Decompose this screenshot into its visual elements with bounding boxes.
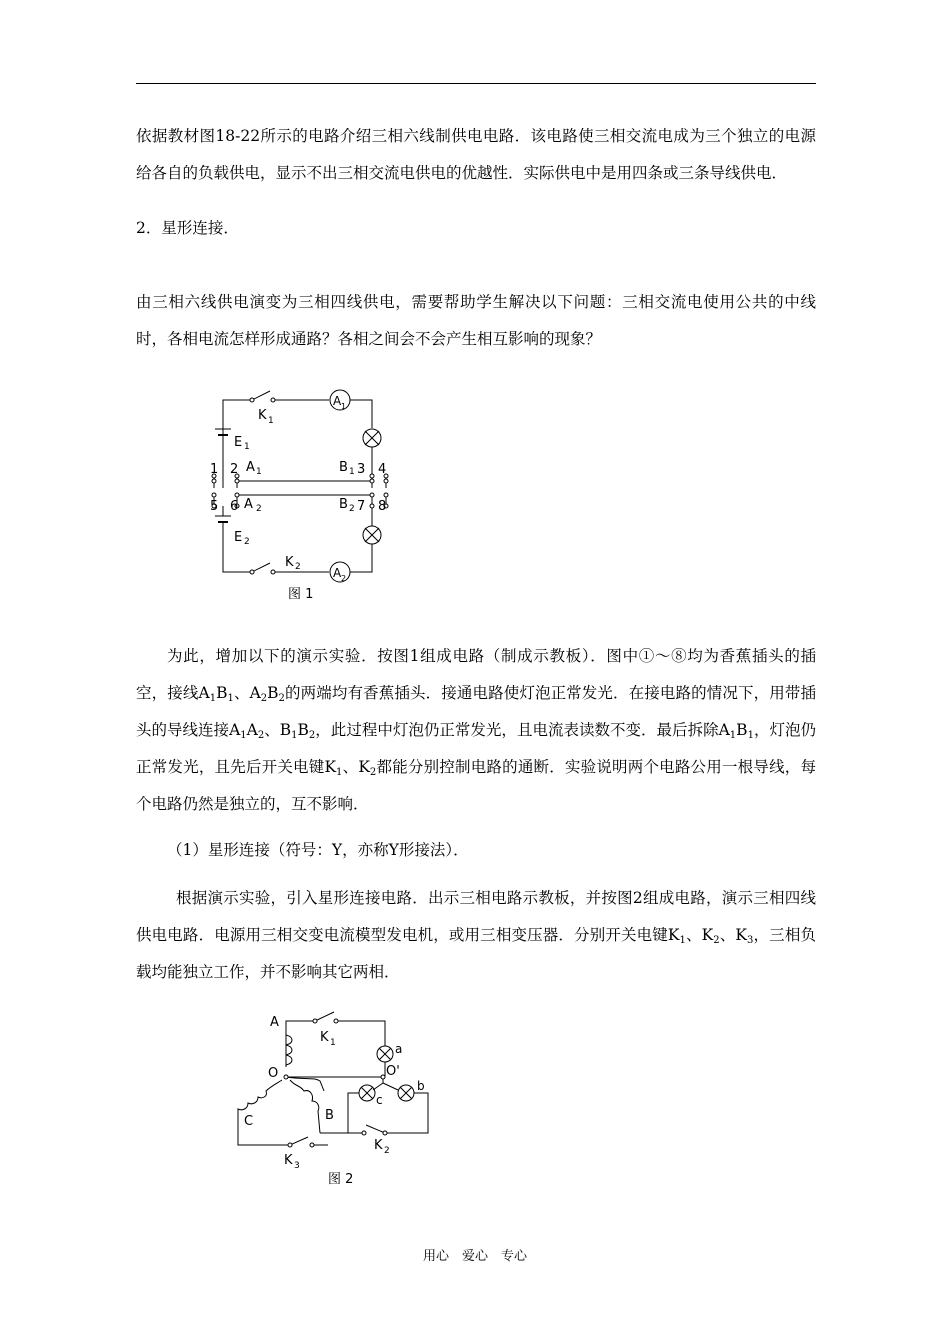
fig2-label-o-prime: O' (386, 1064, 400, 1079)
paragraph-demo: 根据演示实验，引入星形连接电路．出示三相电路示教板，并按图2组成电路，演示三相四线供电电路．电源用三相交变电流模型发电机，或用三相变压器．分别开关电键$K_1$、$K_2$、$K_3$，三相负载均能独立工作，并不影响其它两相． (136, 889, 816, 981)
fig1-label-b1: B (339, 460, 348, 475)
header-rule (136, 83, 816, 84)
fig1-label-node-1: 1 (210, 462, 219, 477)
fig2-label-k3: K (284, 1153, 293, 1168)
fig2-label-b: B (325, 1108, 334, 1123)
fig1-label-e2-sub: 2 (244, 537, 250, 547)
figure-1-circuit (200, 385, 400, 607)
fig1-label-b2-sub: 2 (349, 504, 355, 514)
fig1-label-a1-sub: 1 (256, 467, 262, 477)
fig1-label-b2: B (339, 497, 348, 512)
fig2-label-k1-sub: 1 (330, 1038, 336, 1048)
fig1-label-a2-meter: A (333, 566, 342, 580)
fig1-label-e1-sub: 1 (244, 442, 250, 452)
fig1-label-e1: E (234, 435, 243, 450)
fig1-label-a1: A (246, 460, 255, 475)
fig2-label-k2-sub: 2 (384, 1146, 390, 1156)
fig1-label-node-2: 2 (230, 462, 239, 477)
fig2-label-o: O (268, 1066, 279, 1081)
fig2-label-c: C (244, 1114, 254, 1129)
paragraph-intro: 依据教材图18-22所示的电路介绍三相六线制供电电路．该电路使三相交流电成为三个独立的电源给各自的负载供电，显示不出三相交流电供电的优越性．实际供电中是用四条或三条导线供电． (136, 127, 816, 182)
fig1-label-a2: A (244, 497, 253, 512)
fig1-label-k1-sub: 1 (268, 416, 274, 426)
figure-1-svg (200, 385, 400, 607)
figure-2-caption: 图 2 (328, 1172, 354, 1187)
fig1-label-k2: K (285, 555, 294, 570)
fig2-label-k1: K (320, 1030, 329, 1045)
fig1-label-a1-meter: A (333, 394, 342, 408)
fig1-label-node-4: 4 (378, 462, 387, 477)
figure-2-circuit (228, 1005, 448, 1190)
fig2-label-lamp-c: c (376, 1093, 383, 1107)
fig1-label-node-6: 6 (230, 499, 239, 514)
fig1-label-k1: K (258, 408, 267, 423)
fig1-label-a2-sub: 2 (256, 504, 262, 514)
paragraph-experiment: 为此，增加以下的演示实验．按图1组成电路（制成示教板）．图中①～⑧均为香蕉插头的插空，接线$A_1B_1$、$A_2B_2$的两端均有香蕉插头．接通电路使灯泡正常发光．在接电路的情况下，用带插头的导线连接$A_1A_2$、$B_1B_2$，此过程中灯泡仍正常发光，且电流表读数不变．最后拆除$A_1B_1$，灯泡仍正常发光，且先后开关电键$K_1$、$K_2$都能分别控制电路的通断．实验说明两个电路公用一根导线，每个电路仍然是独立的，互不影响． (136, 647, 816, 813)
fig1-label-a1-meter-sub: 1 (341, 402, 347, 411)
paragraph-question: 由三相六线供电演变为三相四线供电，需要帮助学生解决以下问题：三相交流电使用公共的中线时，各相电流怎样形成通路？各相之间会不会产生相互影响的现象？ (136, 293, 816, 348)
fig1-label-b1-sub: 1 (349, 467, 355, 477)
fig1-label-a2-meter-sub: 2 (341, 574, 347, 583)
section-heading-star: 2．星形连接． (136, 219, 239, 237)
fig1-label-node-8: 8 (378, 499, 387, 514)
fig1-label-e2: E (234, 530, 243, 545)
fig2-label-lamp-b: b (417, 1079, 425, 1093)
figure-2-svg (228, 1005, 448, 1190)
fig2-label-k3-sub: 3 (294, 1161, 300, 1171)
figure-1-caption: 图 1 (288, 587, 314, 602)
fig2-label-a: A (270, 1015, 279, 1030)
fig1-label-k2-sub: 2 (295, 562, 301, 572)
fig1-label-node-3: 3 (357, 462, 366, 477)
fig2-label-k2: K (374, 1138, 383, 1153)
fig1-label-node-7: 7 (357, 499, 366, 514)
page-footer: 用心 爱心 专心 (422, 1249, 527, 1264)
subsection-heading-star-connection: （1）星形连接（符号：Y，亦称Y形接法）． (167, 841, 469, 859)
fig2-label-lamp-a: a (395, 1042, 403, 1056)
fig1-label-node-5: 5 (210, 499, 219, 514)
